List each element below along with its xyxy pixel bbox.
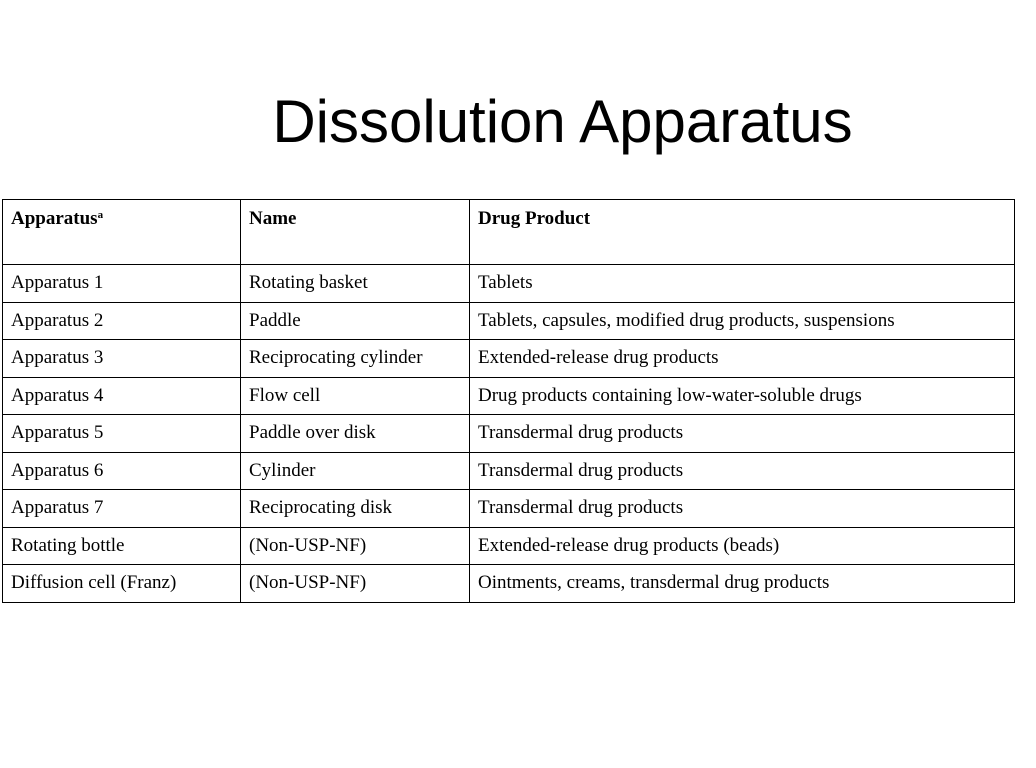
cell-name: Paddle over disk bbox=[241, 415, 470, 453]
table-row bbox=[3, 565, 1015, 603]
table-row bbox=[3, 527, 1015, 565]
cell-apparatus: Rotating bottle bbox=[3, 527, 241, 565]
cell-name: Reciprocating disk bbox=[241, 490, 470, 528]
table-row bbox=[3, 377, 1015, 415]
cell-name: Paddle bbox=[241, 302, 470, 340]
header-apparatus bbox=[3, 200, 241, 265]
cell-name: Reciprocating cylinder bbox=[241, 340, 470, 378]
cell-drug-product: Drug products containing low-water-soluble drugs bbox=[470, 377, 1015, 415]
cell-apparatus: Apparatus 4 bbox=[3, 377, 241, 415]
cell-apparatus: Apparatus 2 bbox=[3, 302, 241, 340]
table-row bbox=[3, 490, 1015, 528]
cell-name: Rotating basket bbox=[241, 265, 470, 303]
cell-name: (Non-USP-NF) bbox=[241, 565, 470, 603]
table-row bbox=[3, 302, 1015, 340]
cell-apparatus: Apparatus 7 bbox=[3, 490, 241, 528]
cell-apparatus: Diffusion cell (Franz) bbox=[3, 565, 241, 603]
header-name: Name bbox=[241, 200, 470, 265]
apparatus-table bbox=[2, 199, 1015, 603]
cell-drug-product: Tablets, capsules, modified drug products, suspensions bbox=[470, 302, 1015, 340]
cell-drug-product: Transdermal drug products bbox=[470, 490, 1015, 528]
cell-apparatus: Apparatus 1 bbox=[3, 265, 241, 303]
table-row bbox=[3, 452, 1015, 490]
cell-drug-product: Ointments, creams, transdermal drug products bbox=[470, 565, 1015, 603]
cell-drug-product: Transdermal drug products bbox=[470, 415, 1015, 453]
table-header-row bbox=[3, 200, 1015, 265]
cell-drug-product: Extended-release drug products (beads) bbox=[470, 527, 1015, 565]
slide-title: Dissolution Apparatus bbox=[272, 88, 853, 155]
cell-name: Cylinder bbox=[241, 452, 470, 490]
table-row bbox=[3, 340, 1015, 378]
table-row bbox=[3, 265, 1015, 303]
cell-name: Flow cell bbox=[241, 377, 470, 415]
header-apparatus-label: Apparatus bbox=[11, 208, 98, 229]
table-body bbox=[3, 265, 1015, 603]
table-row bbox=[3, 415, 1015, 453]
cell-apparatus: Apparatus 6 bbox=[3, 452, 241, 490]
cell-drug-product: Tablets bbox=[470, 265, 1015, 303]
cell-name: (Non-USP-NF) bbox=[241, 527, 470, 565]
cell-apparatus: Apparatus 5 bbox=[3, 415, 241, 453]
header-drug-product: Drug Product bbox=[470, 200, 1015, 265]
cell-drug-product: Transdermal drug products bbox=[470, 452, 1015, 490]
cell-drug-product: Extended-release drug products bbox=[470, 340, 1015, 378]
footnote-marker: a bbox=[97, 209, 104, 221]
cell-apparatus: Apparatus 3 bbox=[3, 340, 241, 378]
